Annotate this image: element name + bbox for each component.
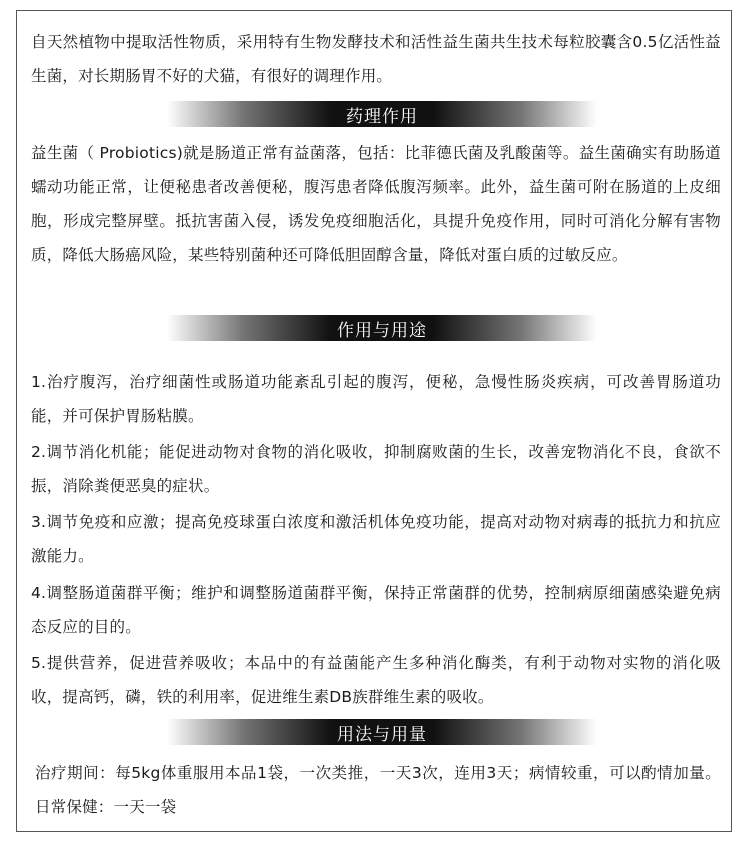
uses-item-3: 3.调节免疫和应激；提高免疫球蛋白浓度和激活机体免疫功能，提高对动物对病毒的抵抗力和抗应激能力。 [31, 513, 721, 565]
uses-item-5: 5.提供营养，促进营养吸收；本品中的有益菌能产生多种消化酶类，有利于动物对实物的消化吸收，提高钙，磷，铁的利用率，促进维生素DB族群维生素的吸收。 [31, 654, 721, 706]
section-banner-uses [167, 315, 597, 341]
pharmacology-paragraph: 益生菌（ Probiotics)就是肠道正常有益菌落，包括：比菲德氏菌及乳酸菌等。益生菌确实有助肠道蠕动功能正常，让便秘患者改善便秘，腹泻患者降低腹泻频率。此外，益生菌可附在肠道的上皮细胞，形成完整屏壁。抵抗害菌入侵，诱发免疫细胞活化，具提升免疫作用，同时可消化分解有害物质，降低大肠癌风险，某些特别菌种还可降低胆固醇含量，降低对蛋白质的过敏反应。 [31, 144, 721, 264]
dosage-paragraph: 治疗期间：每5kg体重服用本品1袋，一次类推，一天3次，连用3天；病情较重，可以酌情加量。日常保健：一天一袋 [35, 764, 721, 816]
uses-item-2: 2.调节消化机能；能促进动物对食物的消化吸收，抑制腐败菌的生长，改善宠物消化不良，食欲不振，消除粪便恶臭的症状。 [31, 443, 721, 495]
section-title-dosage: 用法与用量 [337, 724, 427, 745]
section-title-uses: 作用与用途 [337, 320, 427, 341]
document-frame [16, 10, 732, 832]
section-banner-pharmacology [167, 101, 597, 127]
uses-item-1: 1.治疗腹泻，治疗细菌性或肠道功能紊乱引起的腹泻，便秘，急慢性肠炎疾病，可改善胃肠道功能，并可保护胃肠粘膜。 [31, 373, 721, 425]
section-banner-dosage [167, 719, 597, 745]
intro-paragraph: 自天然植物中提取活性物质，采用特有生物发酵技术和活性益生菌共生技术每粒胶囊含0.5亿活性益生菌，对长期肠胃不好的犬猫，有很好的调理作用。 [31, 33, 721, 85]
uses-item-4: 4.调整肠道菌群平衡；维护和调整肠道菌群平衡，保持正常菌群的优势，控制病原细菌感染避免病态反应的目的。 [31, 584, 721, 636]
section-title-pharmacology: 药理作用 [346, 106, 418, 127]
